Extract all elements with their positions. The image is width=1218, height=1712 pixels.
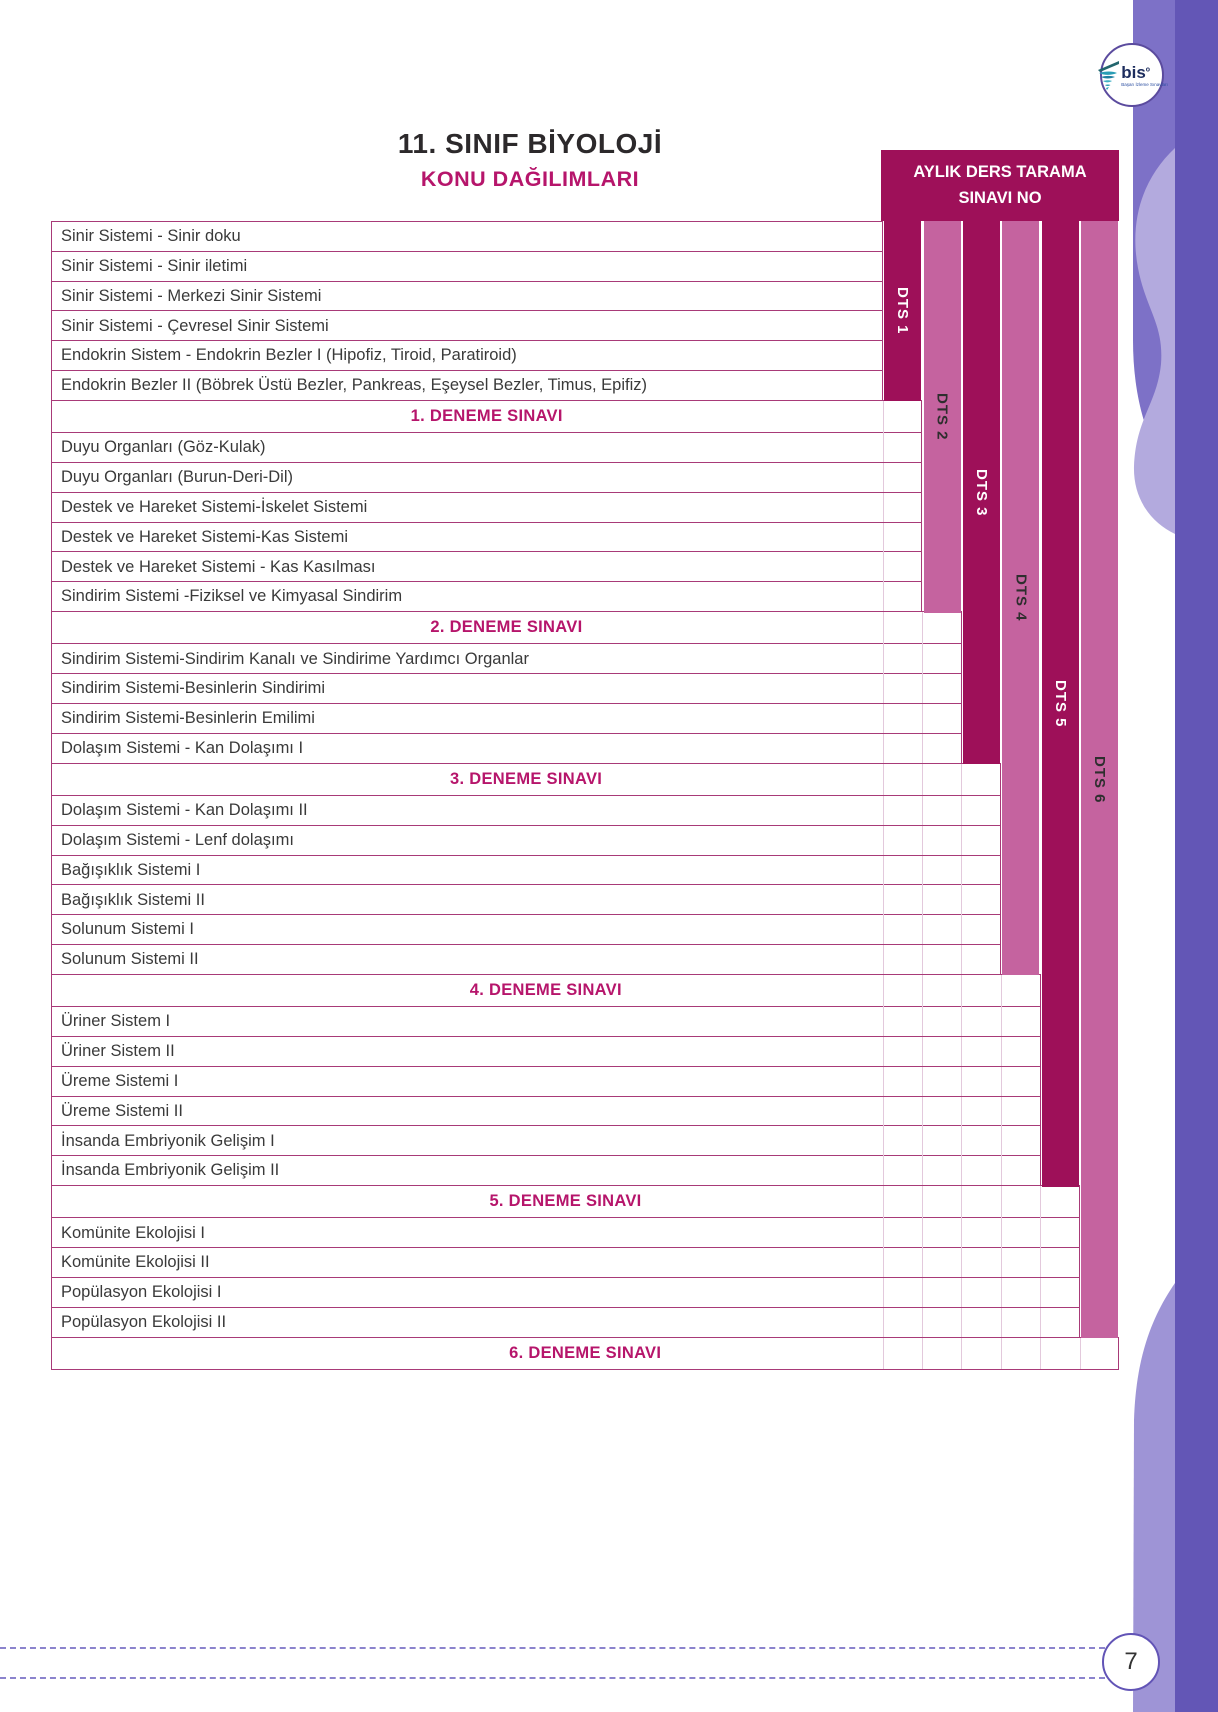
topic-label: Bağışıklık Sistemi I xyxy=(61,860,201,879)
cell-divider-line xyxy=(883,1278,884,1307)
cell-divider-line xyxy=(883,945,884,974)
cell-divider-line xyxy=(922,764,923,796)
topic-row xyxy=(51,795,1001,826)
cell-divider-line xyxy=(961,856,962,885)
topic-label: Destek ve Hareket Sistemi - Kas Kasılması xyxy=(61,557,376,576)
topic-row xyxy=(51,703,962,734)
page-subtitle: KONU DAĞILIMLARI xyxy=(420,167,640,191)
cell-divider-line xyxy=(883,915,884,944)
topic-label: Sindirim Sistemi-Sindirim Kanalı ve Sindirime Yardımcı Organlar xyxy=(61,649,529,668)
exam-header xyxy=(881,150,1119,221)
cell-divider-line xyxy=(1080,1338,1081,1370)
exam-row xyxy=(51,763,1001,797)
cell-divider-line xyxy=(883,493,884,522)
cell-divider-line xyxy=(922,1186,923,1218)
topic-row xyxy=(51,1277,1080,1308)
cell-divider-line xyxy=(1001,975,1002,1007)
cell-divider-line xyxy=(961,1338,962,1370)
topic-row xyxy=(51,310,883,341)
topic-row xyxy=(51,825,1001,856)
topic-row xyxy=(51,673,962,704)
cell-divider-line xyxy=(1001,1248,1002,1277)
dts-column-5 xyxy=(1042,221,1079,1187)
cell-divider-line xyxy=(961,945,962,974)
cell-divider-line xyxy=(1001,1338,1002,1370)
topic-row xyxy=(51,1066,1041,1097)
cell-divider-line xyxy=(922,856,923,885)
cell-divider-line xyxy=(883,1037,884,1066)
topic-label: Üriner Sistem II xyxy=(61,1042,175,1061)
cell-divider-line xyxy=(1001,1037,1002,1066)
topic-label: Üriner Sistem I xyxy=(61,1012,171,1031)
cell-divider-line xyxy=(883,1007,884,1036)
cell-divider-line xyxy=(922,1248,923,1277)
exam-header-line1: AYLIK DERS TARAMA xyxy=(913,162,1087,181)
topic-label: Dolaşım Sistemi - Kan Dolaşımı I xyxy=(61,738,304,757)
cell-divider-line xyxy=(922,975,923,1007)
topic-label: Popülasyon Ekolojisi II xyxy=(61,1312,227,1331)
dts-column-label: DTS 4 xyxy=(1012,574,1030,622)
cell-divider-line xyxy=(1001,1186,1002,1218)
cell-divider-line xyxy=(883,975,884,1007)
topic-row xyxy=(51,944,1001,975)
cell-divider-line xyxy=(883,582,884,611)
dts-column-label: DTS 2 xyxy=(933,392,951,441)
cell-divider-line xyxy=(922,796,923,825)
topic-label: Endokrin Bezler II (Böbrek Üstü Bezler, Pankreas, Eşeysel Bezler, Timus, Epifiz) xyxy=(61,376,647,395)
cell-divider-line xyxy=(1040,1218,1041,1247)
dashed-line-top xyxy=(0,1647,1105,1649)
cell-divider-line xyxy=(922,704,923,733)
dts-column-1 xyxy=(884,221,921,401)
topic-row xyxy=(51,432,922,463)
cell-divider-line xyxy=(1001,1156,1002,1185)
cell-divider-line xyxy=(883,826,884,855)
cell-divider-line xyxy=(1001,1097,1002,1126)
topic-label: Üreme Sistemi I xyxy=(61,1071,179,1090)
topic-row xyxy=(51,1006,1041,1037)
cell-divider-line xyxy=(883,1338,884,1370)
cell-divider-line xyxy=(961,1308,962,1337)
topic-label: Duyu Organları (Burun-Deri-Dil) xyxy=(61,468,293,487)
exam-label: 4. DENEME SINAVI xyxy=(469,981,622,1000)
topic-row xyxy=(51,855,1001,886)
cell-divider-line xyxy=(883,856,884,885)
cell-divider-line xyxy=(922,1007,923,1036)
cell-divider-line xyxy=(1040,1338,1041,1370)
bis-logo xyxy=(1100,43,1168,107)
topic-label: Sinir Sistemi - Sinir iletimi xyxy=(61,256,248,275)
topic-label: Sinir Sistemi - Merkezi Sinir Sistemi xyxy=(61,286,322,305)
cell-divider-line xyxy=(883,1248,884,1277)
topic-row xyxy=(51,1096,1041,1127)
cell-divider-line xyxy=(883,644,884,673)
cell-divider-line xyxy=(1001,1218,1002,1247)
topic-label: Duyu Organları (Göz-Kulak) xyxy=(61,438,266,457)
cell-divider-line xyxy=(1040,1278,1041,1307)
cell-divider-line xyxy=(1040,1308,1041,1337)
topic-label: Bağışıklık Sistemi II xyxy=(61,890,205,909)
topic-label: Sindirim Sistemi-Besinlerin Emilimi xyxy=(61,709,315,728)
cell-divider-line xyxy=(961,796,962,825)
cell-divider-line xyxy=(961,1218,962,1247)
cell-divider-line xyxy=(922,1126,923,1155)
cell-divider-line xyxy=(961,764,962,796)
cell-divider-line xyxy=(1001,1278,1002,1307)
topic-label: Sindirim Sistemi-Besinlerin Sindirimi xyxy=(61,679,326,698)
cell-divider-line xyxy=(922,1037,923,1066)
topic-row xyxy=(51,1036,1041,1067)
page-number-badge xyxy=(1102,1633,1160,1691)
cell-divider-line xyxy=(961,885,962,914)
dts-column-4 xyxy=(1002,221,1039,975)
topic-label: Komünite Ekolojisi II xyxy=(61,1253,210,1272)
logo-subtext: Başarı İzleme Sınavları xyxy=(1121,81,1168,87)
page-title: 11. SINIF BİYOLOJİ xyxy=(397,128,663,159)
topic-row xyxy=(51,1247,1080,1278)
cell-divider-line xyxy=(883,463,884,492)
cell-divider-line xyxy=(922,612,923,644)
topic-row xyxy=(51,462,922,493)
topic-label: Popülasyon Ekolojisi I xyxy=(61,1283,222,1302)
exam-label: 1. DENEME SINAVI xyxy=(410,407,563,426)
cell-divider-line xyxy=(961,1186,962,1218)
cell-divider-line xyxy=(961,1126,962,1155)
cell-divider-line xyxy=(1040,1186,1041,1218)
cell-divider-line xyxy=(883,704,884,733)
topic-row xyxy=(51,643,962,674)
cell-divider-line xyxy=(961,1248,962,1277)
page-number: 7 xyxy=(1124,1648,1138,1675)
topic-row xyxy=(51,492,922,523)
cell-divider-line xyxy=(883,885,884,914)
cell-divider-line xyxy=(883,674,884,703)
cell-divider-line xyxy=(883,523,884,552)
topic-label: Destek ve Hareket Sistemi-İskelet Sistemi xyxy=(61,497,368,516)
topic-row xyxy=(51,551,922,582)
topic-label: Sindirim Sistemi -Fiziksel ve Kimyasal Sindirim xyxy=(61,587,403,606)
topic-label: Solunum Sistemi II xyxy=(61,950,199,969)
topic-row xyxy=(51,884,1001,915)
cell-divider-line xyxy=(883,1067,884,1096)
cell-divider-line xyxy=(961,1037,962,1066)
cell-divider-line xyxy=(883,401,884,433)
dts-column-label: DTS 6 xyxy=(1091,755,1109,804)
topic-label: Dolaşım Sistemi - Lenf dolaşımı xyxy=(61,830,294,849)
exam-row xyxy=(51,974,1041,1008)
cell-divider-line xyxy=(961,1097,962,1126)
topic-row xyxy=(51,1217,1080,1248)
topic-row xyxy=(51,1155,1041,1186)
cell-divider-line xyxy=(922,1308,923,1337)
exam-label: 2. DENEME SINAVI xyxy=(430,618,583,637)
cell-divider-line xyxy=(922,1218,923,1247)
topic-row xyxy=(51,581,922,612)
dts-column-label: DTS 3 xyxy=(973,468,990,517)
cell-divider-line xyxy=(922,826,923,855)
exam-row xyxy=(51,400,922,434)
cell-divider-line xyxy=(922,945,923,974)
topic-label: Dolaşım Sistemi - Kan Dolaşımı II xyxy=(61,801,308,820)
topic-label: Endokrin Sistem - Endokrin Bezler I (Hipofiz, Tiroid, Paratiroid) xyxy=(61,346,517,365)
cell-divider-line xyxy=(1001,1007,1002,1036)
exam-label: 3. DENEME SINAVI xyxy=(450,770,603,789)
cell-divider-line xyxy=(883,1308,884,1337)
cell-divider-line xyxy=(922,674,923,703)
cell-divider-line xyxy=(961,1067,962,1096)
cell-divider-line xyxy=(883,1126,884,1155)
logo-text: bis$^o$ xyxy=(1121,62,1151,82)
topic-label: Üreme Sistemi II xyxy=(61,1101,183,1120)
dts-column-label: DTS 1 xyxy=(894,287,912,335)
dts-column-3 xyxy=(963,221,1000,764)
cell-divider-line xyxy=(883,1186,884,1218)
cell-divider-line xyxy=(1001,1126,1002,1155)
topic-label: Komünite Ekolojisi I xyxy=(61,1223,205,1242)
exam-header-line2: SINAVI NO xyxy=(958,188,1042,207)
topic-row xyxy=(51,221,883,252)
cell-divider-line xyxy=(961,1278,962,1307)
exam-label: 5. DENEME SINAVI xyxy=(489,1192,642,1211)
cell-divider-line xyxy=(961,1156,962,1185)
topic-row xyxy=(51,340,883,371)
cell-divider-line xyxy=(961,915,962,944)
topic-label: Destek ve Hareket Sistemi-Kas Sistemi xyxy=(61,527,349,546)
cell-divider-line xyxy=(1040,1248,1041,1277)
sidebar-band xyxy=(1175,0,1218,1712)
cell-divider-line xyxy=(883,1156,884,1185)
cell-divider-line xyxy=(883,734,884,763)
dts-column-6 xyxy=(1081,221,1118,1338)
cell-divider-line xyxy=(922,1338,923,1370)
cell-divider-line xyxy=(922,915,923,944)
dashed-line-bottom xyxy=(0,1677,1105,1679)
topic-row xyxy=(51,251,883,282)
exam-row xyxy=(51,1337,1119,1371)
topic-row xyxy=(51,1307,1080,1338)
topic-row xyxy=(51,1125,1041,1156)
cell-divider-line xyxy=(1001,1067,1002,1096)
topic-label: İnsanda Embriyonik Gelişim I xyxy=(61,1131,275,1150)
cell-divider-line xyxy=(883,1218,884,1247)
cell-divider-line xyxy=(922,734,923,763)
cell-divider-line xyxy=(883,764,884,796)
cell-divider-line xyxy=(922,1067,923,1096)
cell-divider-line xyxy=(883,796,884,825)
cell-divider-line xyxy=(922,644,923,673)
topic-label: Sinir Sistemi - Çevresel Sinir Sistemi xyxy=(61,316,329,335)
logo-text-wrap xyxy=(1121,64,1168,87)
cell-divider-line xyxy=(922,1156,923,1185)
topic-label: İnsanda Embriyonik Gelişim II xyxy=(61,1161,280,1180)
logo-inner xyxy=(1096,58,1168,92)
cell-divider-line xyxy=(1001,1308,1002,1337)
cell-divider-line xyxy=(883,552,884,581)
topic-row xyxy=(51,281,883,312)
topic-label: Solunum Sistemi I xyxy=(61,920,194,939)
cell-divider-line xyxy=(883,433,884,462)
topic-row xyxy=(51,522,922,553)
topic-row xyxy=(51,914,1001,945)
logo-swirl-icon xyxy=(1096,58,1120,92)
cell-divider-line xyxy=(883,1097,884,1126)
cell-divider-line xyxy=(922,885,923,914)
cell-divider-line xyxy=(883,612,884,644)
cell-divider-line xyxy=(922,1278,923,1307)
cell-divider-line xyxy=(961,975,962,1007)
title-block xyxy=(90,128,970,192)
cell-divider-line xyxy=(961,826,962,855)
dts-column-label: DTS 5 xyxy=(1051,679,1069,728)
topic-row xyxy=(51,370,883,401)
cell-divider-line xyxy=(961,1007,962,1036)
exam-row xyxy=(51,1185,1080,1219)
exam-label: 6. DENEME SINAVI xyxy=(509,1344,662,1363)
cell-divider-line xyxy=(922,1097,923,1126)
exam-row xyxy=(51,611,962,645)
dts-column-2 xyxy=(924,221,961,613)
topic-row xyxy=(51,733,962,764)
topic-label: Sinir Sistemi - Sinir doku xyxy=(61,227,241,246)
